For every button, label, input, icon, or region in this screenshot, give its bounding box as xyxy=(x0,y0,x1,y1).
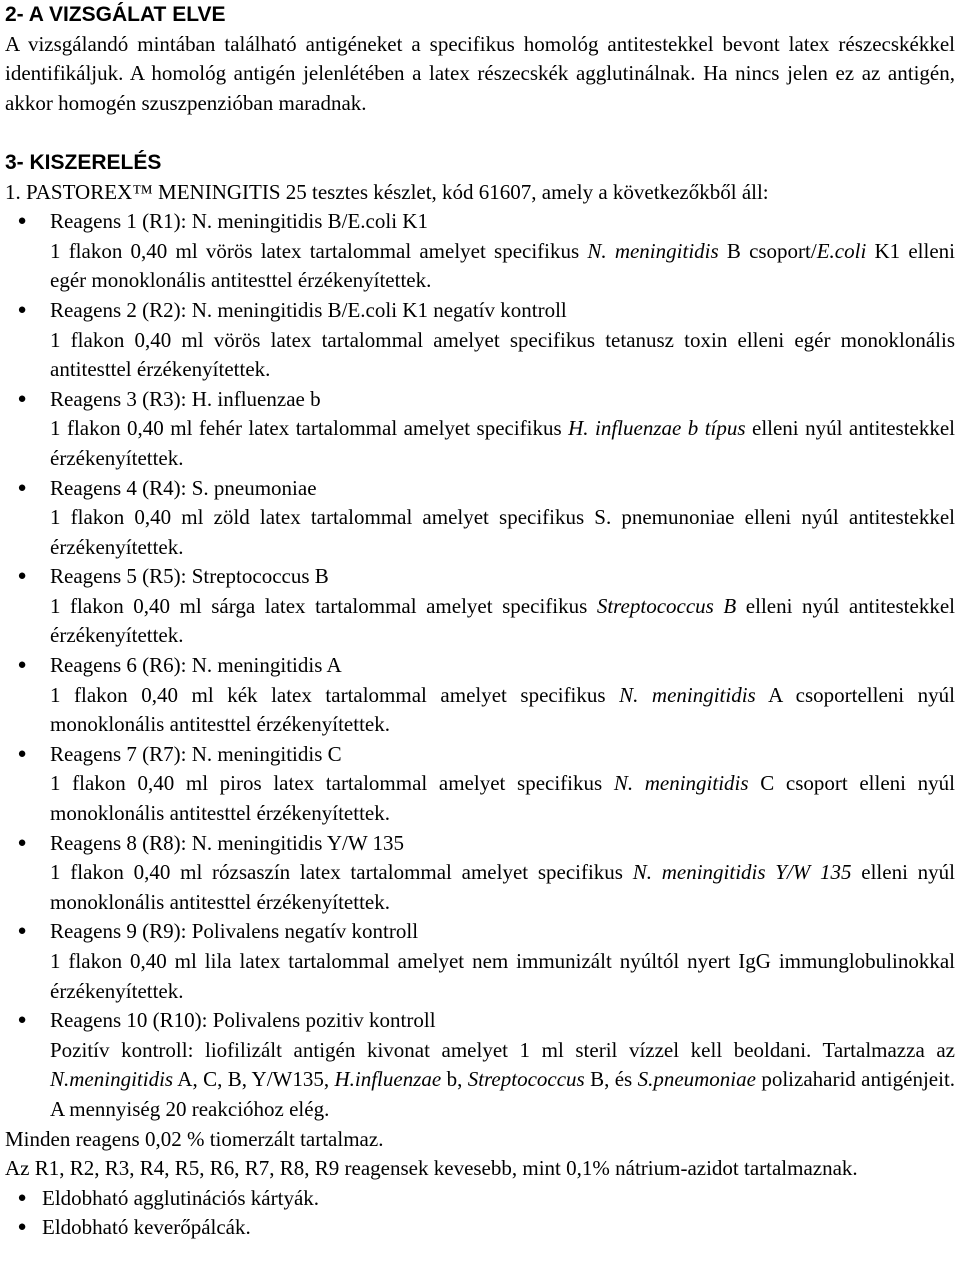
reagent-title: Reagens 3 (R3): H. influenzae b xyxy=(50,386,321,411)
supply-item-cards xyxy=(5,1184,955,1214)
bullet-icon: ● xyxy=(17,834,27,851)
reagent-description: 1 flakon 0,40 ml kék latex tartalommal amelyet specifikus N. meningitidis A csoportelleni nyúl monoklonális antitesttel érzékenyítettek. xyxy=(50,682,955,737)
supplies-list xyxy=(5,1184,955,1243)
reagent-description: 1 flakon 0,40 ml rózsaszín latex tartalommal amelyet specifikus N. meningitidis Y/W 135 elleni nyúl monoklonális antitesttel érzékenyítettek. xyxy=(50,860,955,914)
reagent-title: Reagens 1 (R1): N. meningitidis B/E.coli K1 xyxy=(50,209,428,234)
reagent-item-r9 xyxy=(5,917,955,1006)
reagent-title: Reagens 6 (R6): N. meningitidis A xyxy=(50,653,342,678)
reagent-title: Reagens 7 (R7): N. meningitidis C xyxy=(50,741,342,766)
section-gap xyxy=(5,118,955,148)
reagent-item-r2 xyxy=(5,296,955,385)
reagent-item-r1 xyxy=(5,207,955,296)
section-2-heading: 2- A VIZSGÁLAT ELVE xyxy=(5,3,226,26)
reagent-title: Reagens 10 (R10): Polivalens pozitiv kontroll xyxy=(50,1008,436,1033)
kit-intro: 1. PASTOREX™ MENINGITIS 25 tesztes készlet, kód 61607, amely a következőkből áll: xyxy=(5,179,769,204)
bullet-icon: ● xyxy=(17,213,27,230)
supply-label: Eldobható agglutinációs kártyák. xyxy=(42,1185,320,1210)
supply-label: Eldobható keverőpálcák. xyxy=(42,1215,251,1240)
reagent-description: 1 flakon 0,40 ml vörös latex tartalommal amelyet specifikus N. meningitidis B csoport/E.coli K1 elleni egér monoklonális antitesttel érzékenyítettek. xyxy=(50,238,956,293)
reagent-description: Pozitív kontroll: liofilizált antigén kivonat amelyet 1 ml steril vízzel kell beoldani. Tartalmazza az N.meningitidis A, C, B, Y/W135, H.influenzae b, Streptococcus B, és S.pneumoniae polizaharid antigénjeit. A mennyiség 20 reakcióhoz elég. xyxy=(50,1037,956,1121)
reagent-item-r5 xyxy=(5,562,955,651)
reagent-list xyxy=(5,207,955,1124)
document-page xyxy=(5,0,955,1243)
section-2-paragraph: A vizsgálandó mintában található antigéneket a specifikus homológ antitestekkel bevont latex részecskékkel identifikáljuk. A homológ antigén jelenlétében a latex részecskék agglutinálnak. Ha nincs jelen ez az antigén, akkor homogén szuszpenzióban maradnak. xyxy=(5,31,955,115)
reagent-item-r4 xyxy=(5,474,955,563)
thiomersal-note: Minden reagens 0,02 % tiomerzált tartalmaz. xyxy=(5,1126,384,1151)
bullet-icon: ● xyxy=(17,923,27,940)
reagent-title: Reagens 2 (R2): N. meningitidis B/E.coli K1 negatív kontroll xyxy=(50,297,567,322)
reagent-description: 1 flakon 0,40 ml fehér latex tartalommal amelyet specifikus H. influenzae b típus elleni nyúl antitestekkel érzékenyítettek. xyxy=(50,416,955,470)
reagent-description: 1 flakon 0,40 ml sárga latex tartalommal amelyet specifikus Streptococcus B elleni nyúl antitestekkel érzékenyítettek. xyxy=(50,593,955,648)
bullet-icon: ● xyxy=(17,657,27,674)
bullet-icon: ● xyxy=(17,301,27,318)
reagent-item-r6 xyxy=(5,651,955,740)
bullet-icon: ● xyxy=(17,1189,27,1206)
reagent-description: 1 flakon 0,40 ml zöld latex tartalommal amelyet specifikus S. pnemunoniae elleni nyúl antitestekkel érzékenyítettek. xyxy=(50,505,955,559)
reagent-item-r3 xyxy=(5,385,955,474)
bullet-icon: ● xyxy=(17,390,27,407)
reagent-item-r10 xyxy=(5,1006,955,1124)
reagent-description: 1 flakon 0,40 ml lila latex tartalommal amelyet nem immunizált nyúltól nyert IgG immunglobulinokkal érzékenyítettek. xyxy=(50,949,955,1003)
bullet-icon: ● xyxy=(17,1219,27,1236)
bullet-icon: ● xyxy=(17,745,27,762)
reagent-item-r7 xyxy=(5,740,955,829)
reagent-title: Reagens 9 (R9): Polivalens negatív kontroll xyxy=(50,919,419,944)
reagent-title: Reagens 4 (R4): S. pneumoniae xyxy=(50,475,317,500)
bullet-icon: ● xyxy=(17,479,27,496)
reagent-description: 1 flakon 0,40 ml piros latex tartalommal amelyet specifikus N. meningitidis C csoport elleni nyúl monoklonális antitesttel érzékenyítettek. xyxy=(50,771,955,826)
bullet-icon: ● xyxy=(17,1012,27,1029)
bullet-icon: ● xyxy=(17,568,27,585)
sodium-azide-note: Az R1, R2, R3, R4, R5, R6, R7, R8, R9 reagensek kevesebb, mint 0,1% nátrium-azidot tartalmaznak. xyxy=(5,1156,858,1181)
reagent-item-r8 xyxy=(5,829,955,918)
reagent-title: Reagens 5 (R5): Streptococcus B xyxy=(50,564,329,589)
supply-item-sticks xyxy=(5,1213,955,1243)
reagent-description: 1 flakon 0,40 ml vörös latex tartalommal amelyet specifikus tetanusz toxin elleni egér monoklonális antitesttel érzékenyítettek. xyxy=(50,327,955,382)
section-3-heading: 3- KISZERELÉS xyxy=(5,150,162,174)
reagent-title: Reagens 8 (R8): N. meningitidis Y/W 135 xyxy=(50,830,405,855)
